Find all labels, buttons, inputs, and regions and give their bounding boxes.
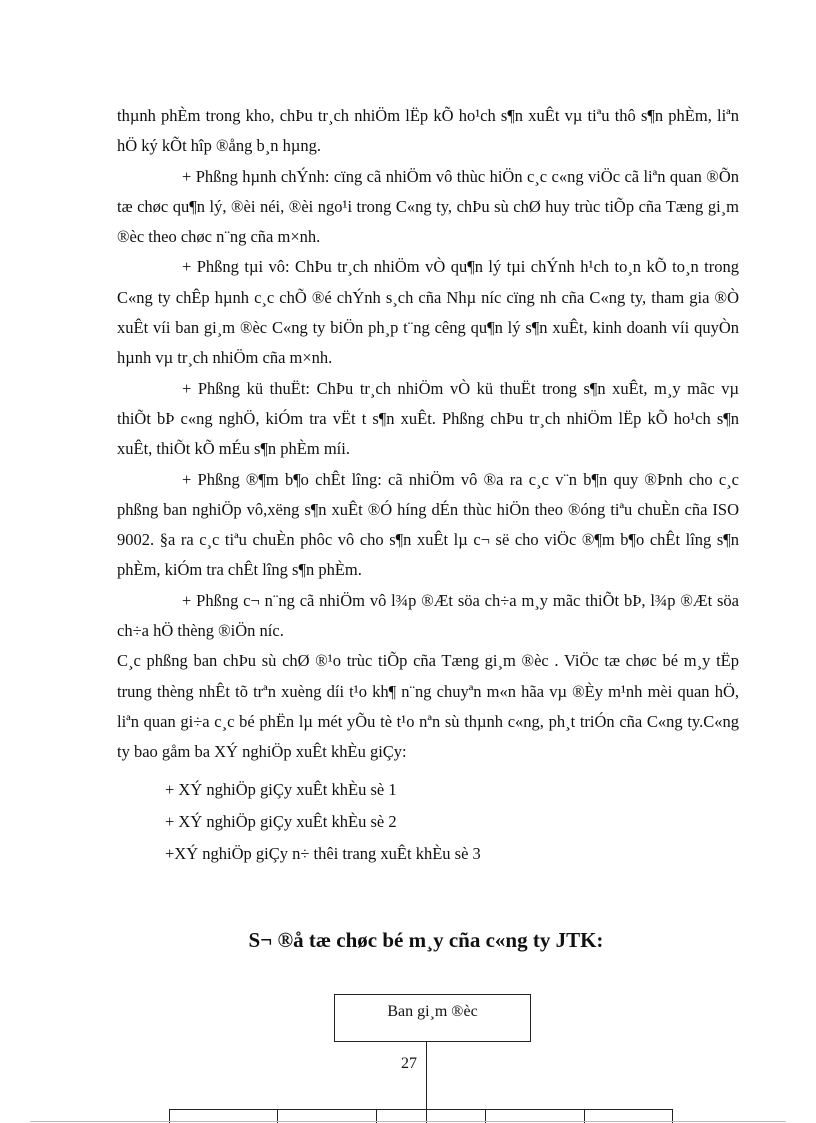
org-connector-horizontal: [169, 1109, 673, 1110]
page-number: 27: [401, 1055, 417, 1072]
org-chart-title: S¬ ®å tæ chøc bé m¸y cña c«ng ty JTK:: [248, 928, 604, 952]
org-box-board-of-directors: Ban gi¸m ®èc: [334, 994, 531, 1042]
body-text: [117, 101, 739, 870]
paragraph-technical-dept: + Phßng kü thuËt: ChÞu tr¸ch nhiÖm vÒ kü thuËt trong s¶n xuÊt, m¸y mãc vµ thiÕt bÞ c«ng nghÖ, kiÓm tra vËt t s¶n xuÊt. Phßng chÞu tr¸ch nhiÖm lËp kÕ ho¹ch s¶n xuÊt, thiÕt kÕ mÉu s¶n phÈm míi.: [117, 378, 739, 459]
list-item: + XÝ nghiÖp giÇy xuÊt khÈu sè 1: [165, 779, 397, 799]
paragraph-finance-dept: + Phßng tµi vô: ChÞu tr¸ch nhiÖm vÒ qu¶n lý tµi chÝnh h¹ch to¸n kÕ to¸n trong C«ng ty chÊp hµnh c¸c chÕ ®é chÝnh s¸ch cña Nhµ níc cïng nh cña C«ng ty, tham gia ®Ò xuÊt víi ban gi¸m ®èc C«ng ty biÖn ph¸p t¨ng cêng qu¶n lý s¶n xuÊt, kinh doanh víi quyÒn hµnh vµ tr¸ch nhiÖm cña m×nh.: [117, 257, 739, 368]
paragraph-quality-dept: + Phßng ®¶m b¶o chÊt lîng: cã nhiÖm vô ®a ra c¸c v¨n b¶n quy ®Þnh cho c¸c phßng ban nghiÖp vô,xëng s¶n xuÊt ®Ó híng dÉn thùc hiÖn theo ®óng tiªu chuÈn cña ISO 9002. §a ra c¸c tiªu chuÈn phôc vô cho s¶n xuÊt lµ c¬ së cho viÖc ®¶m b¶o chÊt lîng s¶n phÈm, kiÓm tra chÊt lîng s¶n phÈm.: [117, 469, 739, 580]
org-connector-vertical: [426, 1042, 427, 1123]
page-bottom-rule: [30, 1121, 786, 1122]
enterprise-list: [165, 774, 739, 870]
paragraph-structure-summary: C¸c phßng ban chÞu sù chØ ®¹o trùc tiÕp cña Tæng gi¸m ®èc . ViÖc tæ chøc bé m¸y tËp trung thèng nhÊt tõ trªn xuèng díi t¹o kh¶ n¨ng chuyªn m«n hãa vµ ®Èy m¹nh mèi quan hÖ, liªn quan gi÷a c¸c bé phËn lµ mét yÕu tè t¹o nªn sù thµnh c«ng, ph¸t triÓn cña C«ng ty.C«ng ty bao gåm ba XÝ nghiÖp xuÊt khÈu giÇy:: [117, 651, 739, 762]
paragraph-mechanical-dept: + Phßng c¬ n¨ng cã nhiÖm vô l¾p ®Æt söa ch÷a m¸y mãc thiÕt bÞ, l¾p ®Æt söa ch÷a hÖ thèng ®iÖn níc.: [117, 590, 739, 641]
list-item: +XÝ nghiÖp giÇy n÷ thêi trang xuÊt khÈu sè 3: [165, 843, 481, 863]
paragraph-sales-dept: thµnh phÈm trong kho, chÞu tr¸ch nhiÖm lËp kÕ ho¹ch s¶n xuÊt vµ tiªu thô s¶n phÈm, liªn hÖ ký kÕt hîp ®ång b¸n hµng.: [117, 106, 739, 156]
paragraph-admin-dept: + Phßng hµnh chÝnh: cïng cã nhiÖm vô thùc hiÖn c¸c c«ng viÖc cã liªn quan ®Õn tæ chøc qu¶n lý, ®èi néi, ®èi ngo¹i trong C«ng ty, chÞu sù chØ huy trùc tiÕp cña Tæng gi¸m ®èc theo chøc n¨ng cña m×nh.: [117, 166, 739, 247]
list-item: + XÝ nghiÖp giÇy xuÊt khÈu sè 2: [165, 811, 397, 831]
